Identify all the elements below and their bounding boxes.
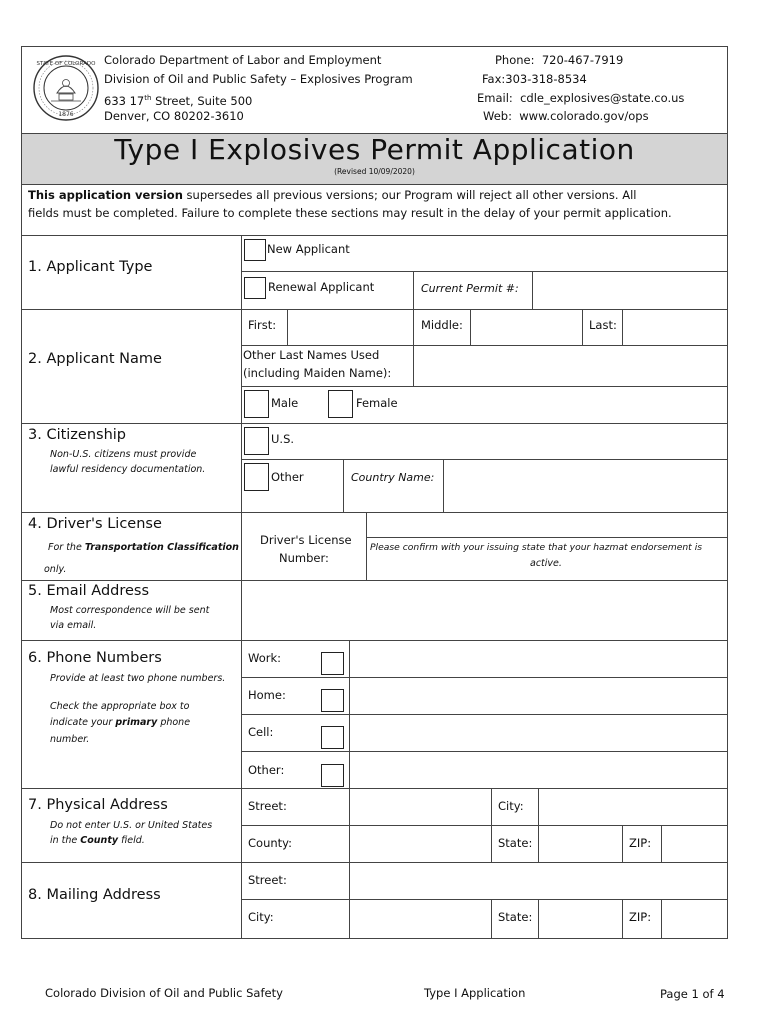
other-primary-checkbox[interactable] [321,764,344,787]
physical-street-label: Street: [248,799,287,813]
footer-page-number: Page 1 of 4 [660,987,725,1001]
mailing-zip-label: ZIP: [629,910,652,924]
page-title: Type I Explosives Permit Application [114,133,635,166]
physical-county-label: County: [248,836,292,850]
physical-state-input[interactable] [539,826,621,861]
physical-street-input[interactable] [350,789,490,824]
us-citizen-label: U.S. [271,432,295,446]
physical-address-note-2: in the County field. [50,835,145,846]
section-6-title: 6. Phone Numbers [28,650,162,666]
first-name-label: First: [248,318,277,332]
female-label: Female [356,396,398,410]
drivers-license-input[interactable] [367,513,727,536]
fax-line: Fax:303-318-8534 [482,72,587,86]
other-citizen-checkbox[interactable] [244,463,269,491]
hazmat-confirm-line2: active. [530,558,562,569]
footer-left: Colorado Division of Oil and Public Safety [45,986,283,1000]
us-citizen-checkbox[interactable] [244,427,269,455]
section-2-title: 2. Applicant Name [28,351,162,367]
first-name-input[interactable] [288,310,413,344]
other-phone-input[interactable] [350,752,727,787]
phone-note-3: indicate your primary phone [50,717,191,728]
drivers-license-label-2: Number: [279,551,329,565]
web-line: Web: www.colorado.gov/ops [483,109,649,123]
section-7-title: 7. Physical Address [28,797,168,813]
mailing-zip-input[interactable] [662,900,727,938]
middle-name-input[interactable] [471,310,582,344]
seal-text: STATE OF COLORADO [36,61,96,67]
street-address: 633 17th Street, Suite 500 [104,93,253,108]
physical-state-label: State: [498,836,533,850]
physical-zip-label: ZIP: [629,836,652,850]
section-4-title: 4. Driver's License [28,516,162,532]
section-8-title: 8. Mailing Address [28,887,161,903]
physical-city-label: City: [498,799,524,813]
city-address: Denver, CO 80202-3610 [104,109,244,123]
drivers-license-note-2: only. [44,564,67,575]
hazmat-confirm-line1: Please confirm with your issuing state that your hazmat endorsement is [370,542,703,553]
home-primary-checkbox[interactable] [321,689,344,712]
phone-note-1: Provide at least two phone numbers. [50,673,226,684]
home-phone-input[interactable] [350,678,727,713]
country-name-label: Country Name: [351,471,435,484]
mailing-state-input[interactable] [539,900,621,938]
section-1-title: 1. Applicant Type [28,259,153,275]
mailing-city-label: City: [248,910,274,924]
renewal-applicant-checkbox[interactable] [244,277,266,299]
section-3-title: 3. Citizenship [28,427,127,443]
current-permit-input[interactable] [533,272,727,308]
phone-note-4: number. [50,734,90,745]
physical-address-note-1: Do not enter U.S. or United States [50,820,213,831]
footer-center: Type I Application [424,986,526,1000]
current-permit-label: Current Permit #: [421,282,519,295]
female-checkbox[interactable] [328,390,353,418]
middle-name-label: Middle: [421,318,463,332]
physical-county-input[interactable] [350,826,490,861]
other-phone-label: Other: [248,763,285,777]
new-applicant-label: New Applicant [267,242,350,256]
intro-text-line1: This application version supersedes all previous versions; our Program will reject all other versions. All [28,188,637,202]
email-note-2: via email. [50,620,97,631]
phone-line: Phone: 720-467-7919 [495,53,624,67]
work-primary-checkbox[interactable] [321,652,344,675]
citizenship-note-2: lawful residency documentation. [50,464,206,475]
citizenship-note-1: Non-U.S. citizens must provide [50,449,197,460]
cell-phone-label: Cell: [248,725,274,739]
state-seal-icon [31,53,101,123]
home-phone-label: Home: [248,688,286,702]
email-input[interactable] [242,581,727,639]
country-name-input[interactable] [444,460,727,511]
mailing-state-label: State: [498,910,533,924]
physical-city-input[interactable] [539,789,727,824]
email-line: Email: cdle_explosives@state.co.us [477,91,685,105]
male-checkbox[interactable] [244,390,269,418]
other-names-input[interactable] [414,346,727,385]
revised-date: (Revised 10/09/2020) [334,167,415,176]
physical-zip-input[interactable] [662,826,727,861]
email-note-1: Most correspondence will be sent [50,605,210,616]
division-name: Division of Oil and Public Safety – Explosives Program [104,72,413,86]
other-citizen-label: Other [271,470,304,484]
cell-phone-input[interactable] [350,715,727,750]
mailing-street-label: Street: [248,873,287,887]
mailing-city-input[interactable] [350,900,490,938]
last-name-label: Last: [589,318,617,332]
work-phone-label: Work: [248,651,281,665]
drivers-license-note-1: For the Transportation Classification [48,542,239,553]
male-label: Male [271,396,299,410]
new-applicant-checkbox[interactable] [244,239,266,261]
org-name: Colorado Department of Labor and Employment [104,53,382,67]
phone-note-2: Check the appropriate box to [50,701,190,712]
drivers-license-label-1: Driver's License [260,533,352,547]
seal-year: 1876 [58,111,74,118]
other-names-label-2: (including Maiden Name): [243,366,392,380]
renewal-applicant-label: Renewal Applicant [268,280,375,294]
section-5-title: 5. Email Address [28,583,150,599]
cell-primary-checkbox[interactable] [321,726,344,749]
other-names-label-1: Other Last Names Used [243,348,380,362]
intro-text-line2: fields must be completed. Failure to complete these sections may result in the delay of your permit application. [28,206,672,220]
mailing-street-input[interactable] [350,863,727,898]
work-phone-input[interactable] [350,641,727,676]
last-name-input[interactable] [623,310,727,344]
